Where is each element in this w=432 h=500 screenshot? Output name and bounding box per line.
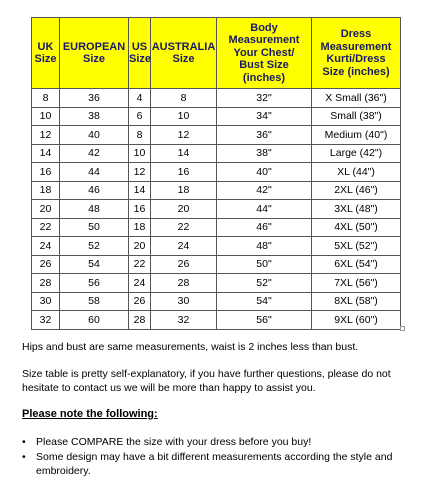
cell-body-measurement: 44" <box>217 200 312 219</box>
cell-european: 50 <box>60 218 129 237</box>
table-row <box>32 311 401 330</box>
cell-european: 46 <box>60 181 129 200</box>
table-row <box>32 255 401 274</box>
table-row <box>32 237 401 256</box>
cell-australia: 10 <box>151 107 217 126</box>
cell-european: 36 <box>60 89 129 108</box>
list-item <box>22 435 414 449</box>
cell-body-measurement: 54" <box>217 292 312 311</box>
cell-body-measurement: 34" <box>217 107 312 126</box>
cell-uk: 18 <box>32 181 60 200</box>
cell-australia: 14 <box>151 144 217 163</box>
cell-body-measurement: 52" <box>217 274 312 293</box>
cell-uk: 8 <box>32 89 60 108</box>
table-row <box>32 274 401 293</box>
table-row <box>32 200 401 219</box>
cell-us: 10 <box>129 144 151 163</box>
cell-body-measurement: 48" <box>217 237 312 256</box>
please-note-list <box>22 435 414 479</box>
cell-dress-measurement: Medium (40") <box>312 126 401 145</box>
header-dress-measurement: Dress Measurement Kurti/Dress Size (inches) <box>312 18 401 89</box>
table-row <box>32 107 401 126</box>
table-header-row <box>32 18 401 89</box>
cell-dress-measurement: 7XL (56") <box>312 274 401 293</box>
cell-us: 6 <box>129 107 151 126</box>
cell-dress-measurement: 4XL (50") <box>312 218 401 237</box>
cell-australia: 16 <box>151 163 217 182</box>
table-row <box>32 218 401 237</box>
table-row <box>32 292 401 311</box>
cell-dress-measurement: 5XL (52") <box>312 237 401 256</box>
cell-european: 40 <box>60 126 129 145</box>
table-corner-handle <box>400 326 405 331</box>
header-us-size: US Size <box>129 18 151 89</box>
cell-uk: 28 <box>32 274 60 293</box>
hips-bust-note: Hips and bust are same measurements, waist is 2 inches less than bust. <box>22 341 359 353</box>
cell-european: 60 <box>60 311 129 330</box>
cell-uk: 22 <box>32 218 60 237</box>
table-row <box>32 163 401 182</box>
cell-body-measurement: 36" <box>217 126 312 145</box>
cell-australia: 32 <box>151 311 217 330</box>
please-note-heading: Please note the following: <box>22 408 158 420</box>
cell-us: 14 <box>129 181 151 200</box>
cell-australia: 20 <box>151 200 217 219</box>
cell-european: 42 <box>60 144 129 163</box>
cell-us: 22 <box>129 255 151 274</box>
table-row <box>32 181 401 200</box>
cell-body-measurement: 38" <box>217 144 312 163</box>
cell-body-measurement: 40" <box>217 163 312 182</box>
cell-us: 24 <box>129 274 151 293</box>
cell-dress-measurement: 8XL (58") <box>312 292 401 311</box>
cell-us: 26 <box>129 292 151 311</box>
cell-body-measurement: 42" <box>217 181 312 200</box>
cell-australia: 12 <box>151 126 217 145</box>
cell-dress-measurement: Large (42") <box>312 144 401 163</box>
cell-uk: 16 <box>32 163 60 182</box>
table-row <box>32 126 401 145</box>
cell-european: 38 <box>60 107 129 126</box>
cell-european: 58 <box>60 292 129 311</box>
cell-us: 8 <box>129 126 151 145</box>
cell-us: 20 <box>129 237 151 256</box>
cell-uk: 20 <box>32 200 60 219</box>
cell-uk: 24 <box>32 237 60 256</box>
list-item <box>22 450 414 478</box>
cell-us: 28 <box>129 311 151 330</box>
cell-australia: 22 <box>151 218 217 237</box>
cell-australia: 26 <box>151 255 217 274</box>
size-table-note: Size table is pretty self-explanatory, if you have further questions, please do not hesitate to contact us we will be more than happy to assist you. <box>22 368 391 394</box>
cell-australia: 30 <box>151 292 217 311</box>
cell-dress-measurement: 3XL (48") <box>312 200 401 219</box>
cell-dress-measurement: Small (38") <box>312 107 401 126</box>
cell-dress-measurement: 6XL (54") <box>312 255 401 274</box>
cell-us: 18 <box>129 218 151 237</box>
cell-body-measurement: 46" <box>217 218 312 237</box>
cell-australia: 24 <box>151 237 217 256</box>
header-body-measurement: Body Measurement Your Chest/ Bust Size (inches) <box>217 18 312 89</box>
bullet-icon: • <box>22 451 26 463</box>
cell-dress-measurement: 9XL (60") <box>312 311 401 330</box>
cell-uk: 32 <box>32 311 60 330</box>
cell-dress-measurement: XL (44") <box>312 163 401 182</box>
cell-european: 52 <box>60 237 129 256</box>
cell-european: 54 <box>60 255 129 274</box>
list-item-text: Please COMPARE the size with your dress before you buy! <box>36 436 312 448</box>
cell-australia: 28 <box>151 274 217 293</box>
cell-body-measurement: 32" <box>217 89 312 108</box>
cell-uk: 12 <box>32 126 60 145</box>
list-item-text: Some design may have a bit different measurements according the style and embroidery. <box>36 451 393 477</box>
cell-european: 56 <box>60 274 129 293</box>
cell-dress-measurement: X Small (36") <box>312 89 401 108</box>
cell-uk: 14 <box>32 144 60 163</box>
cell-us: 16 <box>129 200 151 219</box>
table-row <box>32 144 401 163</box>
cell-australia: 18 <box>151 181 217 200</box>
cell-uk: 26 <box>32 255 60 274</box>
cell-body-measurement: 56" <box>217 311 312 330</box>
cell-european: 48 <box>60 200 129 219</box>
table-body <box>32 89 401 330</box>
cell-us: 4 <box>129 89 151 108</box>
cell-us: 12 <box>129 163 151 182</box>
cell-body-measurement: 50" <box>217 255 312 274</box>
cell-uk: 10 <box>32 107 60 126</box>
cell-european: 44 <box>60 163 129 182</box>
header-european-size: EUROPEAN Size <box>60 18 129 89</box>
bullet-icon: • <box>22 436 26 448</box>
header-uk-size: UK Size <box>32 18 60 89</box>
cell-uk: 30 <box>32 292 60 311</box>
size-chart-table <box>31 17 401 330</box>
cell-australia: 8 <box>151 89 217 108</box>
header-australia-size: AUSTRALIA Size <box>151 18 217 89</box>
table-row <box>32 89 401 108</box>
cell-dress-measurement: 2XL (46") <box>312 181 401 200</box>
